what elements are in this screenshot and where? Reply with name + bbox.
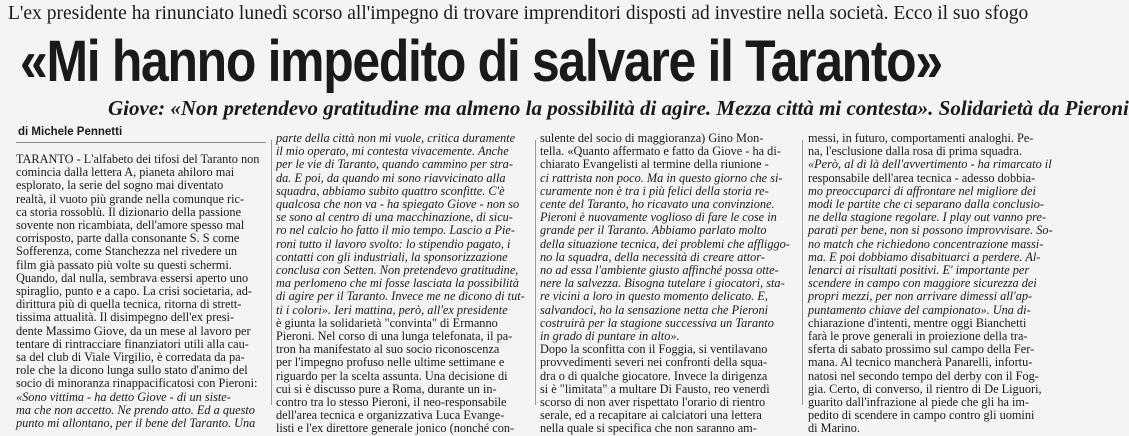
article-line: no la squadra, della necessità di creare attor-	[540, 249, 765, 264]
article-line: parati per bene, non si possono improvvisare. So-	[808, 223, 1053, 238]
article-line: «Però, al di là dell'avvertimento - ha rimarcato il	[808, 157, 1052, 172]
article-line: chiarazione d'intenti, mentre oggi Bianchetti	[808, 315, 1027, 330]
kicker: L'ex presidente ha rinunciato lunedì scorso all'impegno di trovare imprenditori disposti ad investire nella società. Ecco il suo sfogo	[8, 3, 1029, 24]
article-line: qualcosa che non va - ha spiegato Giove - non so	[276, 197, 520, 212]
article-line: realtà, il vuoto più grande nella comunque ric-	[16, 191, 245, 206]
article-line: esplorato, la serie del sogno mai diventato	[16, 178, 224, 193]
article-line: na, l'esclusione dalla rosa di prima squadra.	[808, 144, 1022, 159]
article-line: corrisposto, parte dalla consonante S. S come	[16, 231, 240, 246]
article-line: responsabile dell'area tecnica - adesso dobbia-	[808, 170, 1036, 185]
article-line: ne della stagione regolare. I play out vanno pre-	[808, 210, 1047, 225]
article-line: farà le prove generali in proiezione della tra-	[808, 329, 1028, 344]
article-line: sovente non ricambiata, dell'amore spesso mal	[16, 218, 245, 233]
article-column-2	[276, 131, 526, 436]
article-line: sferta di sabato prossimo sul campo della Fer-	[808, 342, 1035, 357]
article-line: dirittura più di quella tecnica, ritorna di strett-	[16, 297, 242, 312]
article-line: per l'impegno profuso nelle ultime settimane e	[276, 355, 505, 370]
article-line: ca storia rossoblù. Il dizionario della passione	[16, 204, 242, 219]
article-line: di Marino.	[808, 421, 860, 436]
article-line: salvandoci, ho la sensazione netta che Pieroni	[540, 302, 769, 317]
article-line: TARANTO - L'alfabeto dei tifosi del Taranto non	[16, 152, 260, 166]
article-line: «Sono vittima - ha detto Giove - di un siste-	[16, 389, 231, 404]
article-line: ci rattrista non poco. Ma in questo giorno che si-	[540, 170, 783, 185]
article-line: è giunta la solidarietà "convinta" di Ermanno	[276, 315, 498, 330]
article-line: re vicini a loro in questo momento delicato. E,	[540, 289, 768, 304]
article-column-3	[540, 131, 790, 436]
article-line: si è "limitata" a multare Di Fausto, reo venerdì	[540, 381, 770, 396]
article-line: tissima attualità. Il disimpegno dell'ex presi-	[16, 310, 235, 325]
article-line: Dopo la sconfitta con il Foggia, si ventilavano	[540, 342, 768, 357]
article-line: scorso di non aver rispettato l'orario di rientro	[540, 395, 766, 410]
article-line: messi, in futuro, comportamenti analoghi. Pe-	[808, 131, 1034, 145]
article-line: listi e l'ex direttore generale jonico (nonché con-	[276, 421, 515, 436]
article-line: della situazione tecnica, dei problemi che affliggo-	[540, 236, 790, 251]
article-column-1	[16, 152, 266, 431]
subheadline: Giove: «Non pretendevo gratitudine ma almeno la possibilità di agire. Mezza città mi contesta». Solidarietà da Pieroni	[108, 96, 1129, 120]
article-line: grande per il Taranto. Abbiamo parlato molto	[540, 223, 767, 238]
article-line: serale, ed a recapitare ai calciatori una lettera	[540, 408, 762, 423]
article-line: roni tutto il lavoro svolto: lo stipendio pagato, i	[276, 236, 511, 251]
article-line: pedito di scendere in campo contro gli uomini	[808, 408, 1035, 423]
article-line: tron ha manifestato al suo socio riconoscenza	[276, 342, 500, 357]
article-line: Pieroni. Nel corso di una lunga telefonata, il pa-	[276, 329, 513, 344]
article-line: contatti con gli industriali, la sponsorizzazione	[276, 249, 508, 264]
article-line: socio di minoranza rinappacificatosi con Pieroni:	[16, 376, 258, 391]
article-line: in grado di puntare in alto».	[540, 329, 680, 344]
article-line: nella quale si specifica che non saranno am-	[540, 421, 757, 436]
article-line: guarito dall'infrazione al piede che gli ha im-	[808, 395, 1030, 410]
article-line: riguardo per la scelta assunta. Una decisione di	[276, 368, 508, 383]
article-line: propri mezzi, per non arrivare dimessi all'ap-	[808, 289, 1033, 304]
article-line: lenarci ai risultati positivi. E' importante per	[808, 263, 1030, 278]
article-line: no ad essa l'ambiente giusto affinché possa otte-	[540, 263, 779, 278]
column-rule	[802, 140, 803, 405]
article-line: da. E poi, da quando mi sono riavvicinato alla	[276, 170, 506, 185]
article-line: costruirà per la stagione successiva un Taranto	[540, 315, 774, 330]
article-line: sulente del socio di maggioranza) Gino Mon-	[540, 131, 764, 145]
article-line: scendere in campo con maggiore sicurezza dei	[808, 276, 1037, 291]
article-column-4	[808, 131, 1058, 436]
article-line: ro nel calcio ho fatto il mio tempo. Lascio a Pie-	[276, 223, 515, 238]
headline: «Mi hanno impedito di salvare il Taranto»	[20, 29, 942, 94]
article-line: film già passato più volte su questi schermi.	[16, 257, 232, 272]
article-line: puntamento chiave del campionato». Una di-	[808, 302, 1031, 317]
article-line: tella. «Quanto affermato e fatto da Giove - ha di-	[540, 144, 781, 159]
article-line: spiraglio, punto e a capo. La crisi societaria, ad-	[16, 284, 252, 299]
article-line: mana. Al tecnico mancherà Panarelli, infortu-	[808, 355, 1033, 370]
article-line: parte della città non mi vuole, critica duramente	[276, 131, 516, 145]
article-line: natosi nel secondo tempo del derby con il Fog-	[808, 368, 1039, 383]
article-line: no match che richiedono concentrazione massi-	[808, 236, 1044, 251]
article-line: sa del club di Viale Virgilio, è corredata da pa-	[16, 350, 245, 365]
article-line: nere la salvezza. Bisogna tutelare i giocatori, sta-	[540, 276, 785, 291]
article-line: dell'area tecnica e organizzativa Luca Evange-	[276, 408, 505, 423]
article-line: il mio operato, mi contesta vivacemente. Anche	[276, 144, 509, 159]
article-line: ma. E poi dobbiamo disabituarci a perdere. Al-	[808, 249, 1041, 264]
article-line: punto mi allontano, per il bene del Taranto. Una	[16, 416, 256, 431]
article-line: cui si è discusso pure a Roma, durante un in-	[276, 381, 497, 396]
article-line: ma perlomeno che mi fosse lasciata la possibilità	[276, 276, 519, 291]
article-line: dente Massimo Giove, da un mese al lavoro per	[16, 323, 251, 338]
byline: di Michele Pennetti	[18, 126, 123, 138]
article-line: chiarato Evangelisti al termine della riunione -	[540, 157, 769, 172]
article-line: role che la dicono lunga sullo stato d'animo del	[16, 363, 248, 378]
article-line: contro tra lo stesso Pieroni, il neo-responsabile	[276, 395, 507, 410]
column-rule	[535, 140, 536, 405]
article-line: mo preoccuparci di affrontare nel migliore dei	[808, 183, 1036, 198]
article-line: modi le partite che ci separano dalla conclusio-	[808, 197, 1044, 212]
article-line: provvedimenti severi nei confronti della squa-	[540, 355, 768, 370]
article-line: curamente non è tra i più felici della storia re-	[540, 183, 769, 198]
article-line: per le vie di Taranto, quando cammino per stra-	[276, 157, 513, 172]
article-line: se sono al centro di una macchinazione, di sicu-	[276, 210, 513, 225]
article-line: di agire per il Taranto. Invece me ne dicono di tut-	[276, 289, 525, 304]
article-line: cente del Taranto, ho ricavato una convinzione.	[540, 197, 775, 212]
article-line: ma che non accetto. Ne prendo atto. Ed a questo	[16, 402, 255, 417]
article-line: Quando, dal nulla, sembrava essersi aperto uno	[16, 270, 249, 285]
article-line: comincia dalla lettera A, pianeta ahiloro mai	[16, 165, 235, 180]
byline-divider	[16, 142, 266, 143]
article-line: conclusa con Setten. Non pretendevo gratitudine,	[276, 263, 519, 278]
article-line: Sofferenza, come Stanchezza nel rivedere un	[16, 244, 238, 259]
article-line: Pieroni è nuovamente voglioso di fare le cose in	[540, 210, 777, 225]
article-line: gia. Certo, di converso, il rientro di De Liguori,	[808, 381, 1042, 396]
article-line: squadra, abbiamo subito quattro sconfitte. C'è	[276, 183, 505, 198]
article-line: dra o di qualche giocatore. Invece la dirigenza	[540, 368, 768, 383]
column-rule	[271, 140, 272, 405]
article-line: tentare di rintracciare finanziatori utili alla cau-	[16, 336, 249, 351]
article-line: ti i colori». Ieri mattina, però, all'ex presidente	[276, 302, 508, 317]
